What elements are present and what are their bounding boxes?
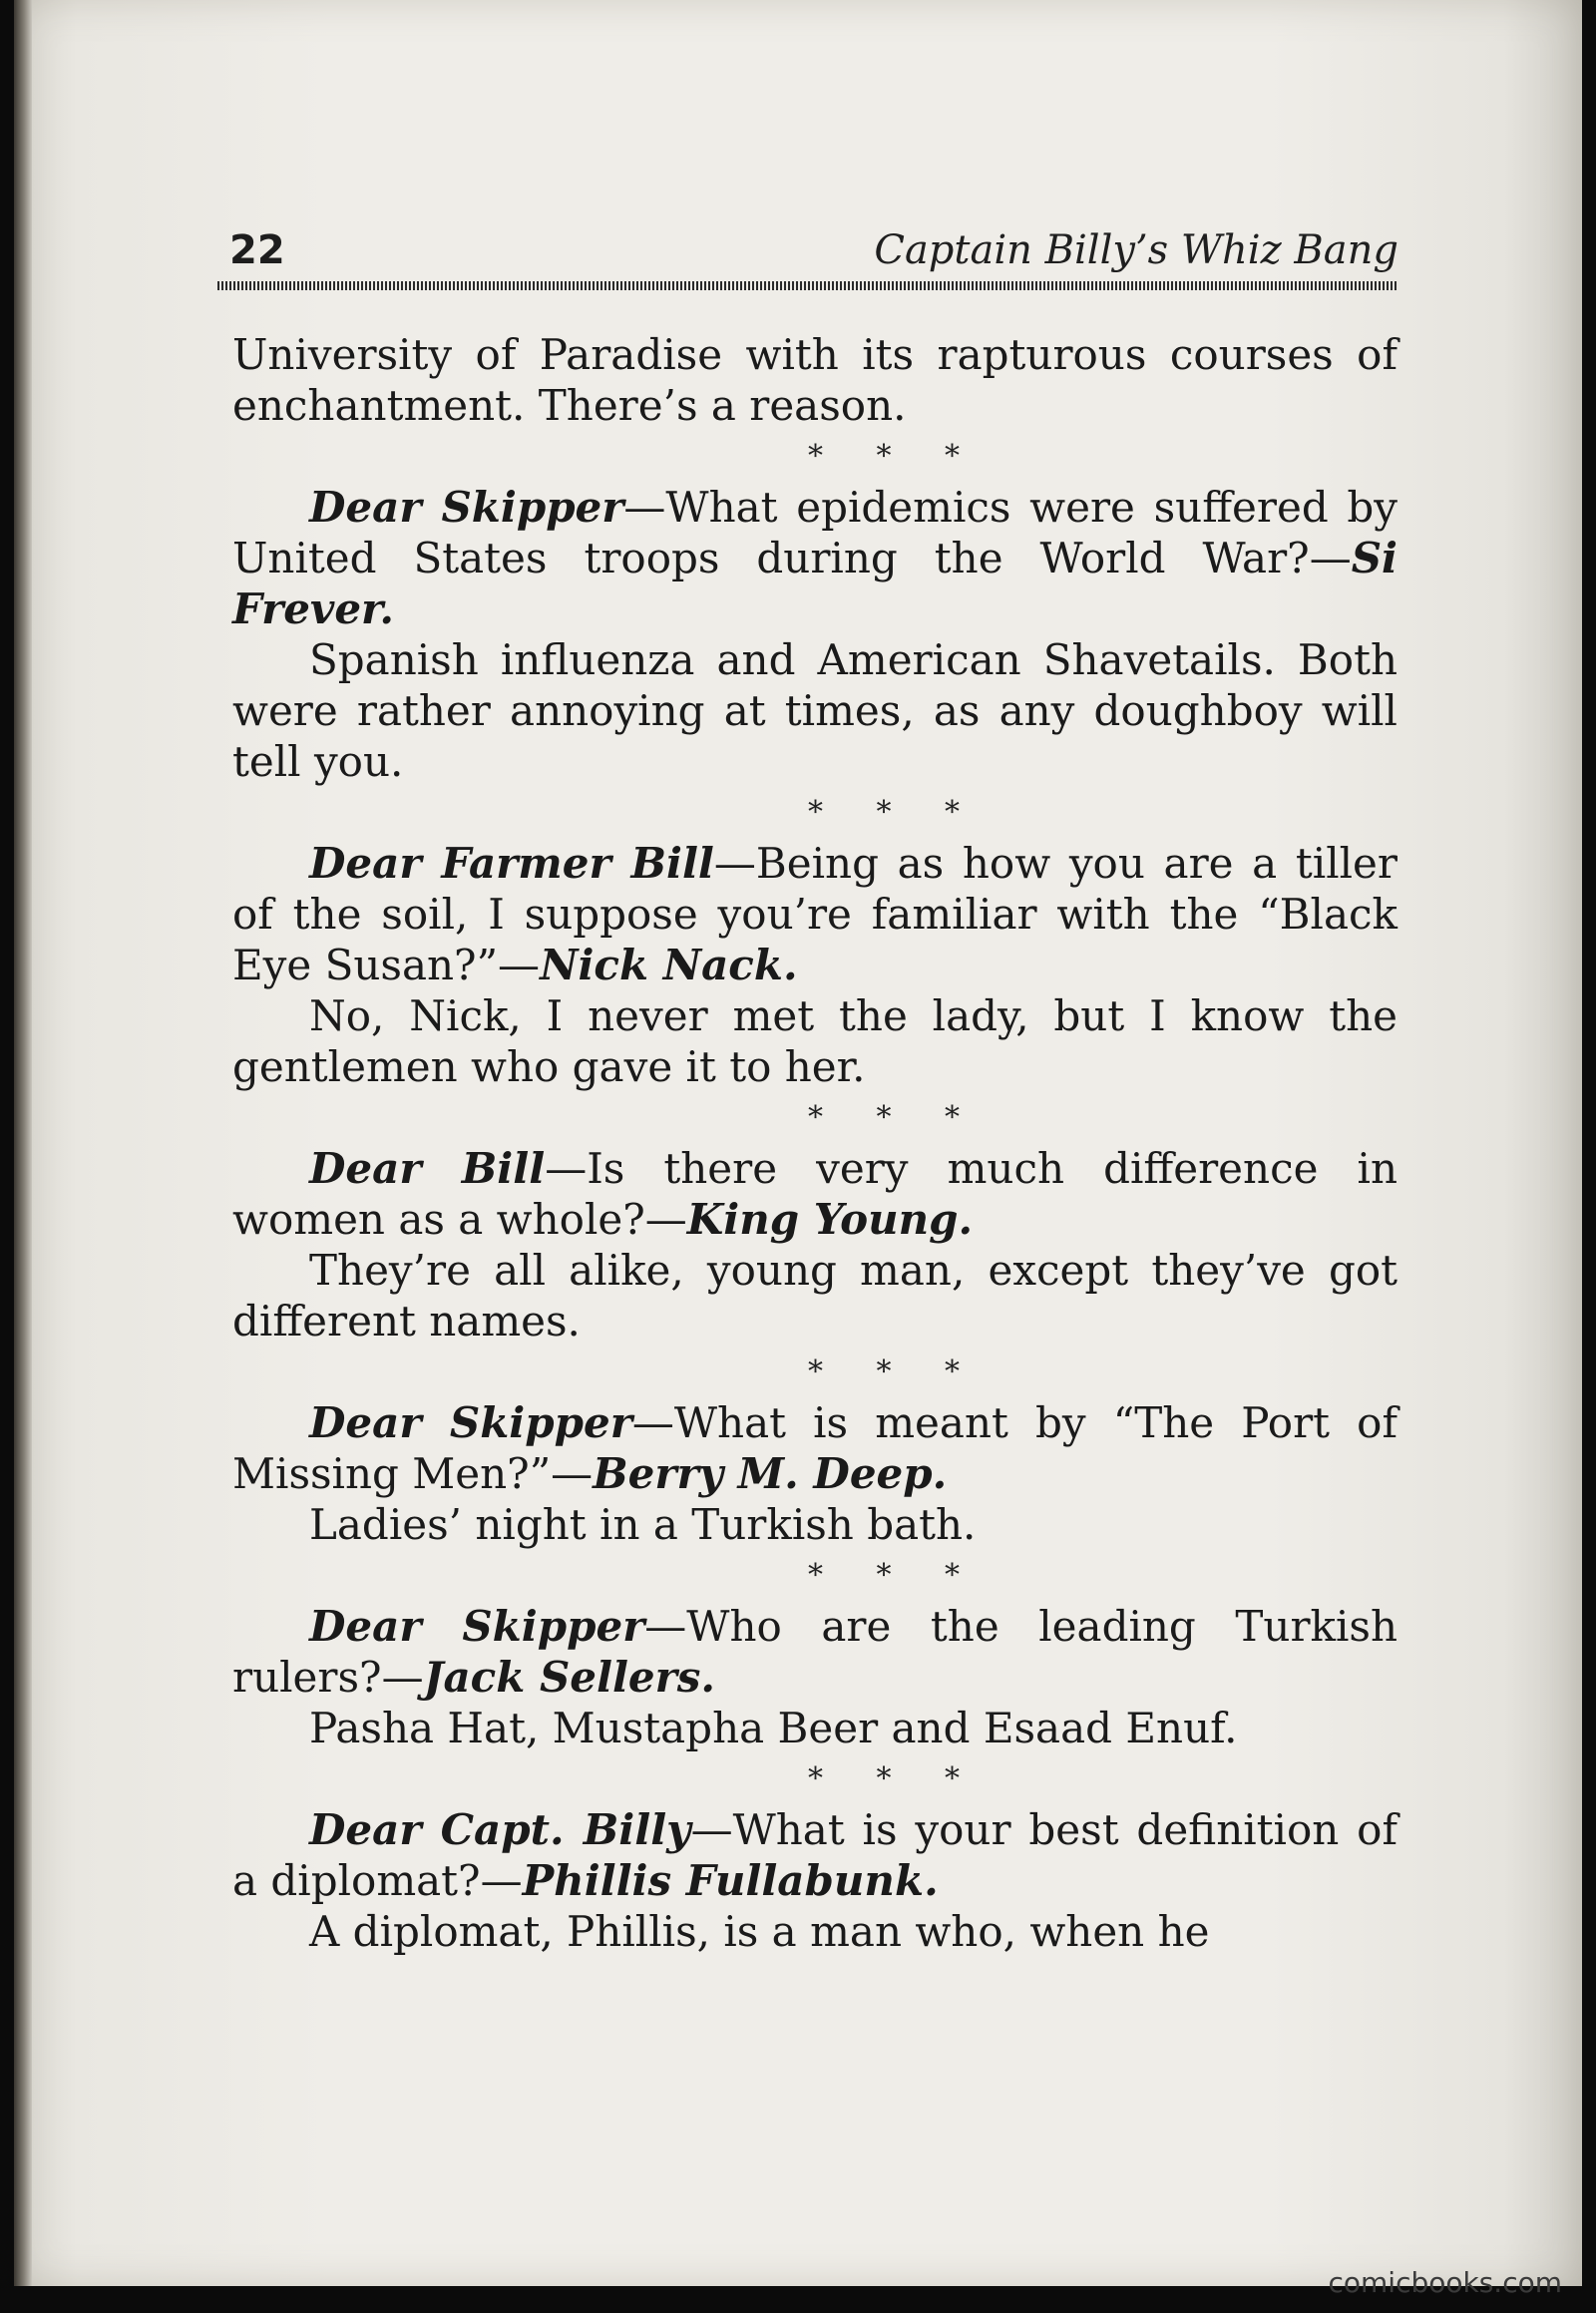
letter-2	[232, 838, 1397, 1092]
letter-signature: Jack Sellers.	[423, 1653, 716, 1702]
page-number: 22	[229, 227, 285, 273]
section-separator: * * *	[807, 439, 983, 474]
letter-answer: They’re all alike, young man, except they’ve got different names.	[232, 1246, 1397, 1346]
letter-question-text: —Being as how you are a tiller of the soil, I suppose you’re familiar with the “Black Eye Susan?”—	[232, 839, 1397, 989]
page-spine-shadow	[14, 0, 32, 2286]
letter-question-text: —What epidemics were suffered by United States troops during the World War?—	[232, 483, 1398, 582]
letter-question	[232, 1143, 1397, 1245]
letter-signature: Nick Nack.	[540, 941, 798, 989]
letter-question	[232, 1601, 1397, 1703]
page-body	[232, 329, 1397, 1957]
intro-paragraph: University of Paradise with its rapturous courses of enchantment. There’s a reason.	[232, 330, 1397, 430]
letter-1	[232, 482, 1397, 787]
letter-signature: King Young.	[686, 1195, 974, 1244]
letter-4	[232, 1397, 1397, 1550]
letter-salutation: Dear Bill	[309, 1144, 546, 1193]
section-separator: * * *	[807, 1558, 983, 1593]
letter-signature: Si Frever.	[232, 534, 1397, 633]
letter-question-text: —Is there very much difference in women as a whole?—	[232, 1144, 1397, 1244]
letter-5	[232, 1601, 1397, 1753]
letter-salutation: Dear Skipper	[309, 1398, 632, 1447]
letter-question	[232, 1397, 1397, 1499]
section-separator: * * *	[807, 1354, 983, 1389]
letter-answer: Pasha Hat, Mustapha Beer and Esaad Enuf.	[309, 1704, 1238, 1752]
letter-question	[232, 482, 1397, 634]
section-separator: * * *	[807, 1100, 983, 1135]
page-header	[217, 227, 1398, 279]
letter-question	[232, 838, 1397, 990]
letter-answer: No, Nick, I never met the lady, but I know the gentlemen who gave it to her.	[232, 991, 1397, 1091]
letter-salutation: Dear Skipper	[309, 483, 624, 532]
running-title: Captain Billy’s Whiz Bang	[874, 227, 1398, 273]
letter-question	[232, 1804, 1397, 1906]
header-rule	[217, 281, 1398, 290]
letter-signature: Phillis Fullabunk.	[522, 1856, 939, 1905]
section-separator: * * *	[807, 1761, 983, 1796]
letter-salutation: Dear Capt. Billy	[309, 1805, 691, 1854]
site-watermark: comicbooks.com	[1328, 2266, 1562, 2299]
letter-salutation: Dear Farmer Bill	[309, 839, 714, 888]
letter-answer: Ladies’ night in a Turkish bath.	[309, 1500, 977, 1549]
letter-answer: Spanish influenza and American Shavetails. Both were rather annoying at times, as any doughboy will tell you.	[232, 635, 1397, 786]
letter-6	[232, 1804, 1397, 1957]
letter-answer: A diplomat, Phillis, is a man who, when he	[309, 1907, 1210, 1956]
letter-3	[232, 1143, 1397, 1347]
section-separator: * * *	[807, 795, 983, 830]
letter-question-text: —Who are the leading Turkish rulers?—	[232, 1602, 1398, 1702]
letter-signature: Berry M. Deep.	[593, 1449, 948, 1498]
letter-salutation: Dear Skipper	[309, 1602, 645, 1651]
letter-question-text: —What is your best definition of a diplomat?—	[232, 1805, 1398, 1905]
letter-question-text: —What is meant by “The Port of Missing Men?”—	[232, 1398, 1398, 1498]
